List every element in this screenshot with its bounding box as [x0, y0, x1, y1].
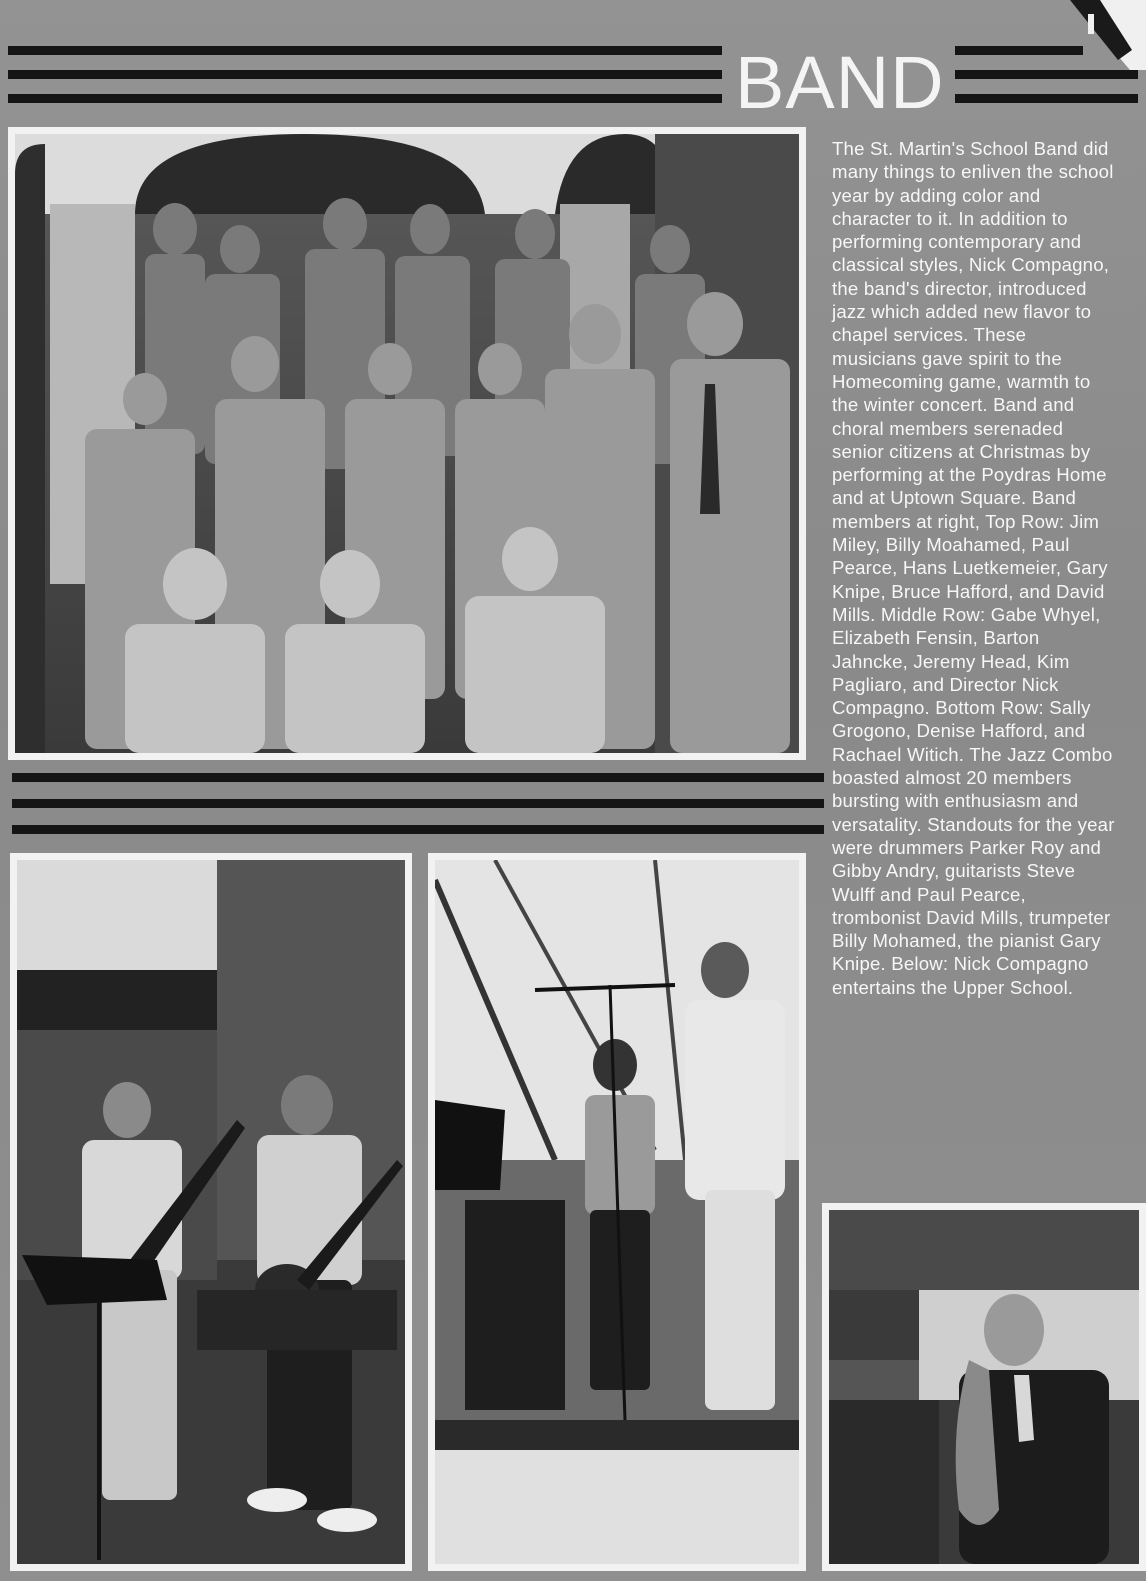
- band-caption: The St. Martin's School Band did many things to enliven the school year by adding color and character to it. In addition to performing contemporary and classical styles, Nick Compagno, the band's director, introduced jazz which added new flavor to chapel services. These musicians gave spirit to the Homecoming game, warmth to the winter concert. Band and choral members serenaded senior citizens at Christmas by performing at the Poydras Home and at Uptown Square. Band members at right, Top Row: Jim Miley, Billy Moahamed, Paul Pearce, Hans Luetkemeier, Gary Knipe, Bruce Hafford, and David Mills. Middle Row: Gabe Whyel, Elizabeth Fensin, Barton Jahncke, Jeremy Head, Kim Pagliaro, and Director Nick Compagno. Bottom Row: Sally Grogono, Denise Hafford, and Rachael Witich. The Jazz Combo boasted almost 20 members bursting with enthusiasm and versatality. Standouts for the year were drummers Parker Roy and Gibby Andry, guitarists Steve Wulff and Paul Pearce, trombonist David Mills, trumpeter Billy Mohamed, the pianist Gary Knipe. Below: Nick Compagno entertains the Upper School.: [832, 138, 1115, 998]
- page-corner-icon: [1070, 0, 1146, 70]
- director-saxophone-photo: [822, 1203, 1146, 1571]
- group-photo: [8, 127, 806, 760]
- header-stripe: [8, 94, 722, 103]
- jazz-combo-guitar-photo: [10, 853, 412, 1571]
- header-stripe: [8, 46, 722, 55]
- divider-stripe: [12, 799, 824, 808]
- header-stripe: [955, 70, 1138, 79]
- header-stripe: [8, 70, 722, 79]
- page-title: BAND: [735, 41, 945, 124]
- header-stripe: [955, 94, 1138, 103]
- jazz-combo-stage-photo: [428, 853, 806, 1571]
- divider-stripe: [12, 825, 824, 834]
- divider-stripe: [12, 773, 824, 782]
- header-stripe: [955, 46, 1083, 55]
